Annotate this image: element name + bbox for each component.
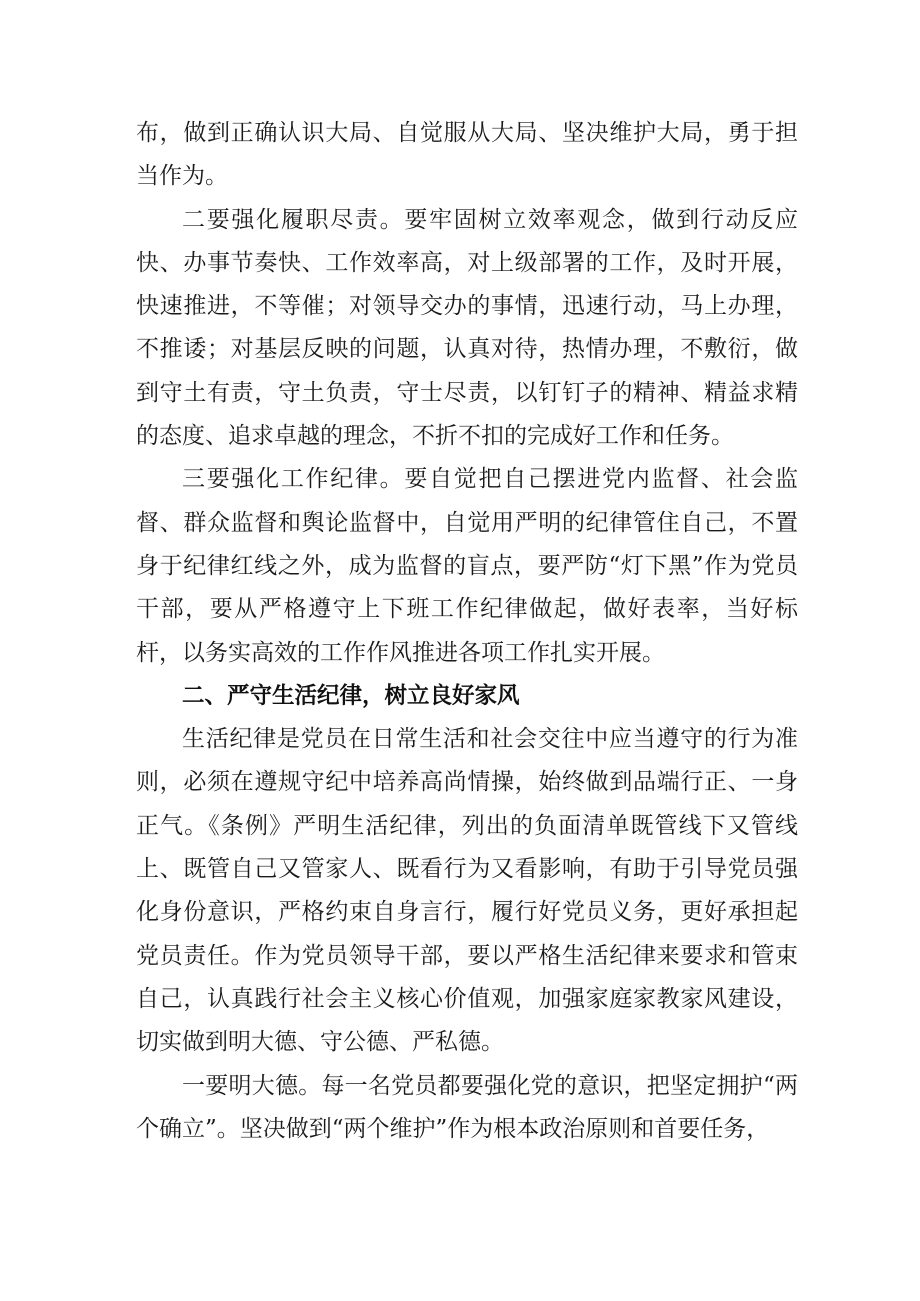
document-body xyxy=(136,112,798,1151)
paragraph-great-virtue: 一要明大德。每一名党员都要强化党的意识，把坚定拥护“两个确立”。坚决做到“两个维护”作为根本政治原则和首要任务， xyxy=(136,1072,798,1142)
paragraph-duty: 二要强化履职尽责。要牢固树立效率观念，做到行动反应快、办事节奏快、工作效率高，对上级部署的工作，及时开展，快速推进，不等催；对领导交办的事情，迅速行动，马上办理，不推诿；对基层反映的问题，认真对待，热情办理，不敷衍，做到守土有责，守土负责，守士尽责，以钉钉子的精神、精益求精的态度、追求卓越的理念，不折不扣的完成好工作和任务。 xyxy=(136,206,798,450)
paragraph-life-discipline: 生活纪律是党员在日常生活和社会交往中应当遵守的行为准则，必须在遵规守纪中培养高尚情操，始终做到品端行正、一身正气。《条例》严明生活纪律，列出的负面清单既管线下又管线上、既管自己又管家人、既看行为又看影响，有助于引导党员强化身份意识，严格约束自身言行，履行好党员义务，更好承担起党员责任。作为党员领导干部，要以严格生活纪律来要求和管束自己，认真践行社会主义核心价值观，加强家庭家教家风建设，切实做到明大德、守公德、严私德。 xyxy=(136,726,798,1056)
paragraph-continuation: 布，做到正确认识大局、自觉服从大局、坚决维护大局，勇于担当作为。 xyxy=(136,120,798,190)
section-heading: 二、严守生活纪律，树立良好家风 xyxy=(182,682,520,709)
paragraph-work-discipline: 三要强化工作纪律。要自觉把自己摆进党内监督、社会监督、群众监督和舆论监督中，自觉用严明的纪律管住自己，不置身于纪律红线之外，成为监督的盲点，要严防“灯下黑”作为党员干部，要从严格遵守上下班工作纪律做起，做好表率，当好标杆，以务实高效的工作作风推进各项工作扎实开展。 xyxy=(136,466,798,666)
